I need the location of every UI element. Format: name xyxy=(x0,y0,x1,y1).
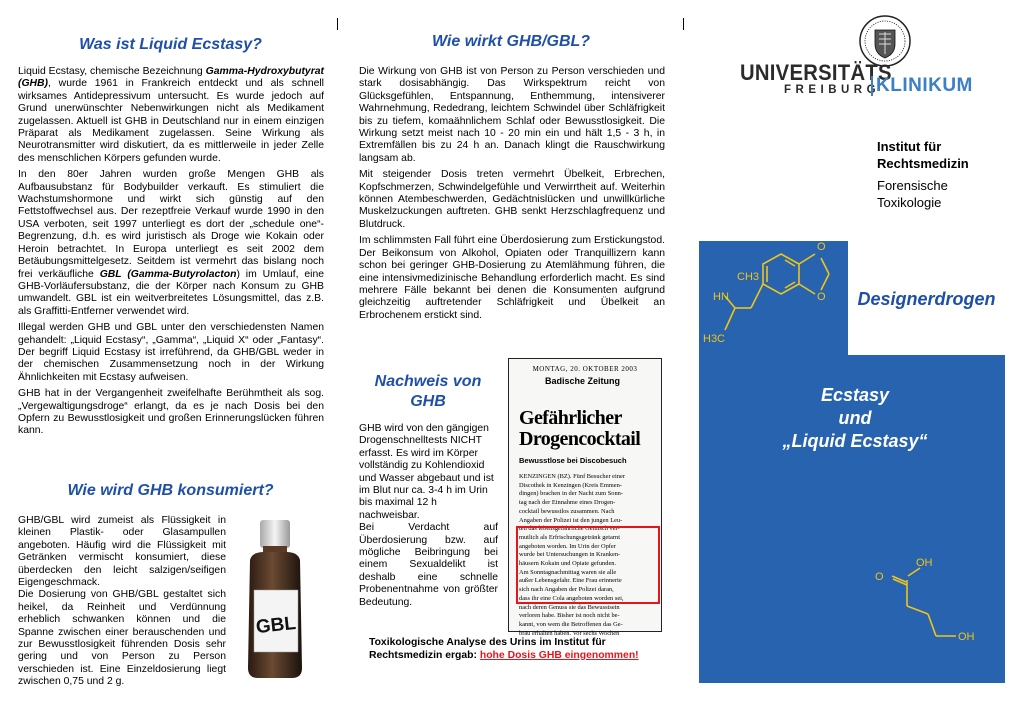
newspaper-line: dingen) brachen in der Nacht zum Sonn- xyxy=(519,490,623,498)
paragraph-history: In den 80er Jahren wurden große Mengen GHB als Aufbausubstanz für Bodybuilder verkauft. Es stimuliert die Wachstumshormone und wirkt sich günstig auf den Fettstoffwechsel aus. Der rezeptfreie Verkauf wurde 1990 in den USA verboten, seit 1997 unterliegt es dort der „schedule one“-Begrenzung, d.h. es wird juristisch als Droge wie Kokain oder Heroin betrachtet. In Europa unterliegt es seit 2002 dem Betäubungsmittelgesetz. Seitdem ist vermehrt das bislang noch frei verkäufliche GBL (Gamma-Butyrolacton) im Umlauf, eine GHB-Vorläufersubstanz, die der Körper nach Konsum zu GHB umwandelt. GBL ist ein weitverbreitetes Lösungsmittel, das z.B. als Graffitti-Entferner verwendet wird. xyxy=(18,169,325,317)
department-name: Forensische Toxikologie xyxy=(877,178,948,210)
newspaper-subhead: Bewusstlose bei Discobesuch xyxy=(519,456,627,465)
logo-universitaets: UNIVERSITÄTS xyxy=(740,60,892,85)
mdma-ch3: CH3 xyxy=(737,271,760,283)
gbl-bottle-image xyxy=(234,518,320,684)
institute-name: Institut für Rechtsmedizin xyxy=(877,139,969,171)
newspaper-line: wurde bei Untersuchungen in Kranken- xyxy=(519,551,621,559)
newspaper-line: nach deren Genuss sie das Bewusstsein xyxy=(519,603,620,611)
title-designerdrogen: Designerdrogen xyxy=(857,289,996,309)
newspaper-line: angeboten worden. Im Urin der Opfer xyxy=(519,542,616,550)
paragraph-sampling: Bei Verdacht auf Überdosierung bzw. auf mögliche Beibringung bei einem Sexualdelikt ist deshalb eine schnelle Probenentnahme von größter Bedeutung. xyxy=(359,522,498,608)
logo-freiburg: FREIBURG xyxy=(784,84,881,96)
heading-consumption: Wie wird GHB konsumiert? xyxy=(67,482,274,499)
paragraph-dosage: Die Dosierung von GHB/GBL gestaltet sich heikel, da Reinheit und Verdünnung erheblich schwanken können und die Spanne zwischen einer berauschenden und zur Bewusstlosigkeit führenden Dosis sehr gering und von Person zu Person verschieden ist. Eine Einzeldosierung liegt zwischen 0,75 und 2 g. xyxy=(18,589,226,688)
newspaper-line: sich nach Angaben der Polizei daran, xyxy=(519,586,614,594)
mdma-hn: HN xyxy=(713,291,729,303)
newspaper-line: tag nach der Einnahme eines Drogen- xyxy=(519,499,616,507)
consumption-text xyxy=(18,515,226,693)
newspaper-line: ten das lebensgefährliche Gemisch ver- xyxy=(519,525,620,533)
paragraph-consumption: GHB/GBL wird zumeist als Flüssigkeit in kleinen Plastik- oder Glasampullen angeboten. Häufig wird die Flüssigkeit mit Getränken vermischt konsumiert, diese überdecken den leicht salzigen/seifigen Eigengeschmack. xyxy=(18,515,226,589)
heading-what-is: Was ist Liquid Ecstasy? xyxy=(79,36,262,53)
left-text-block xyxy=(18,66,324,442)
bottle-label-text: GBL xyxy=(254,612,297,639)
paragraph-side-effects: Mit steigender Dosis treten vermehrt Übelkeit, Erbrechen, Kopfschmerzen, Schwindelgefühle und Verwirrtheit auf. Weiterhin können Atembeschwerden, Gedächtnislücken und unwillkürliche Muskelzuckungen auftreten. GHB senkt Herzschlagfrequenz und Blutdruck. xyxy=(359,169,665,230)
newspaper-line: Am Sonntagnachmittag waren sie alle xyxy=(519,568,617,576)
fold-mark-right xyxy=(683,18,684,30)
newspaper-line: KENZINGEN (BZ). Fünf Besucher einer xyxy=(519,473,625,480)
paragraph-intro: Liquid Ecstasy, chemische Bezeichnung Gamma-Hydroxybutyrat (GHB), wurde 1961 in Frankreich entdeckt und als schnell wirksames Antidepressivum untersucht. Es wurde jedoch auf Grund unerwünschter Nebenwirkungen nicht als Medikament zugelassen. Aktuell ist GHB in Deutschland nur in einem einzigen Präparat als Medikament zugelassen. Seine Wirkung als Neurotransmitter wird diskutiert, da es mittlerweile in jeder Zelle des menschlichen Körpers gefunden wurde. xyxy=(18,66,324,164)
newspaper-headline: Gefährlicher Drogencocktail xyxy=(519,407,641,450)
mdma-oxygen-2: O xyxy=(817,291,826,303)
title-ecstasy: Ecstasy und „Liquid Ecstasy“ xyxy=(782,385,928,451)
newspaper-highlight-box xyxy=(516,526,660,604)
mdma-h3c: H3C xyxy=(703,333,726,345)
analysis-caption: Toxikologische Analyse des Urins im Institut für Rechtsmedizin ergab: hohe Dosis GHB eingenommen! xyxy=(369,637,639,661)
ghb-oh-top: OH xyxy=(916,557,933,569)
heading-detection: Nachweis von GHB xyxy=(374,373,482,410)
ghb-oh-bottom: OH xyxy=(958,631,975,643)
newspaper-date: MONTAG, 20. OKTOBER 2003 xyxy=(532,365,638,373)
paragraph-names: Illegal werden GHB und GBL unter den verschiedensten Namen gehandelt: „Liquid Ecstasy“, „Gamma“, „Liquid X“ oder „Fantasy“. Der begriff Liquid Ecstasy ist irreführend, da GHB/GBL weder in der chemischen Zusammensetzung noch in der Wirkung Ähnlichkeiten mit Ecstasy aufweisen. xyxy=(18,322,324,383)
detection-text xyxy=(359,423,498,613)
fold-mark-left xyxy=(337,18,338,30)
newspaper-line: cocktail bewusstlos zusammen. Nach xyxy=(519,507,615,515)
newspaper-line: kannt, von wem die Betroffenen das Ge- xyxy=(519,620,623,628)
newspaper-line: verloren habe. Bisher ist noch nicht be- xyxy=(519,612,620,620)
newspaper-line: häusern Kokain und Opiate gefunden. xyxy=(519,560,617,568)
caption-highlight: hohe Dosis GHB eingenommen! xyxy=(479,650,639,661)
mdma-oxygen-1: O xyxy=(817,241,826,253)
paragraph-detection: GHB wird von den gängigen Drogenschnelltests NICHT erfasst. Es wird im Körper vollständig zu Kohlendioxid und Wasser abgebaut und ist im Blut nur ca. 3-4 h im Urin bis maximal 12 h nachweisbar. xyxy=(359,423,494,521)
newspaper-line: Discothek in Kenzingen (Kreis Emmen- xyxy=(519,481,622,489)
newspaper-line: mutlich als Erfrischungsgetränk getarnt xyxy=(519,533,620,541)
ghb-oxygen: O xyxy=(875,571,884,583)
newspaper-line: Angaben der Polizei ist den jungen Leu- xyxy=(519,516,623,524)
newspaper-line: außer Lebensgefahr. Eine Frau erinnerte xyxy=(519,577,622,585)
heading-effects: Wie wirkt GHB/GBL? xyxy=(431,33,591,50)
newspaper-name: Badische Zeitung xyxy=(545,376,621,386)
middle-text-block xyxy=(359,66,665,326)
paragraph-effects: Die Wirkung von GHB ist von Person zu Person verschieden und stark dosisabhängig. Das Wirkspektrum reicht von Glücksgefühlen, Entspannung, Enthemmung, intensiverer Wahrnehmung, Rededrang, leichtem Schwindel über Schläfrigkeit bis zu tiefem, komaähnlichem Schlaf oder Bewusstlosigkeit. Die Wirkung setzt meist nach 10 - 20 min ein und hält 1,5 - 3 h, in Extremfällen bis zu 24 h an. Danach klingt die Rauschwirkung langsam ab. xyxy=(359,66,665,164)
mdma-structure-diagram xyxy=(699,236,849,356)
paragraph-reputation: GHB hat in der Vergangenheit zweifelhafte Berühmtheit als sog. „Vergewaltigungsdroge“ erlangt, da es je nach Dosis bei den Opfern zu Bewusstlosigkeit und großen Erinnerungslücken führen kann. xyxy=(18,388,324,437)
newspaper-line: bräu erhalten haben. Vor sechs Wochen xyxy=(519,629,620,637)
newspaper-line: dass ihr eine Cola angeboten worden sei, xyxy=(519,594,624,602)
paragraph-overdose: Im schlimmsten Fall führt eine Überdosierung zum Erstickungstod. Der Beikonsum von Alkohol, Opiaten oder Tranquillizern kann schon bei geringer GHB-Dosierung zu Atemlähmung führen, die eine intensivmedizinische Behandlung erforderlich macht. Es sind mehrere Fälle bekannt bei denen die Konsumenten aufgrund gleichzeitig auftretender Schläfrigkeit und Übelkeit an Erbrochenem erstickt sind. xyxy=(359,235,665,321)
ghb-structure-diagram xyxy=(870,550,990,650)
logo-klinikum: KLINIKUM xyxy=(871,76,973,96)
